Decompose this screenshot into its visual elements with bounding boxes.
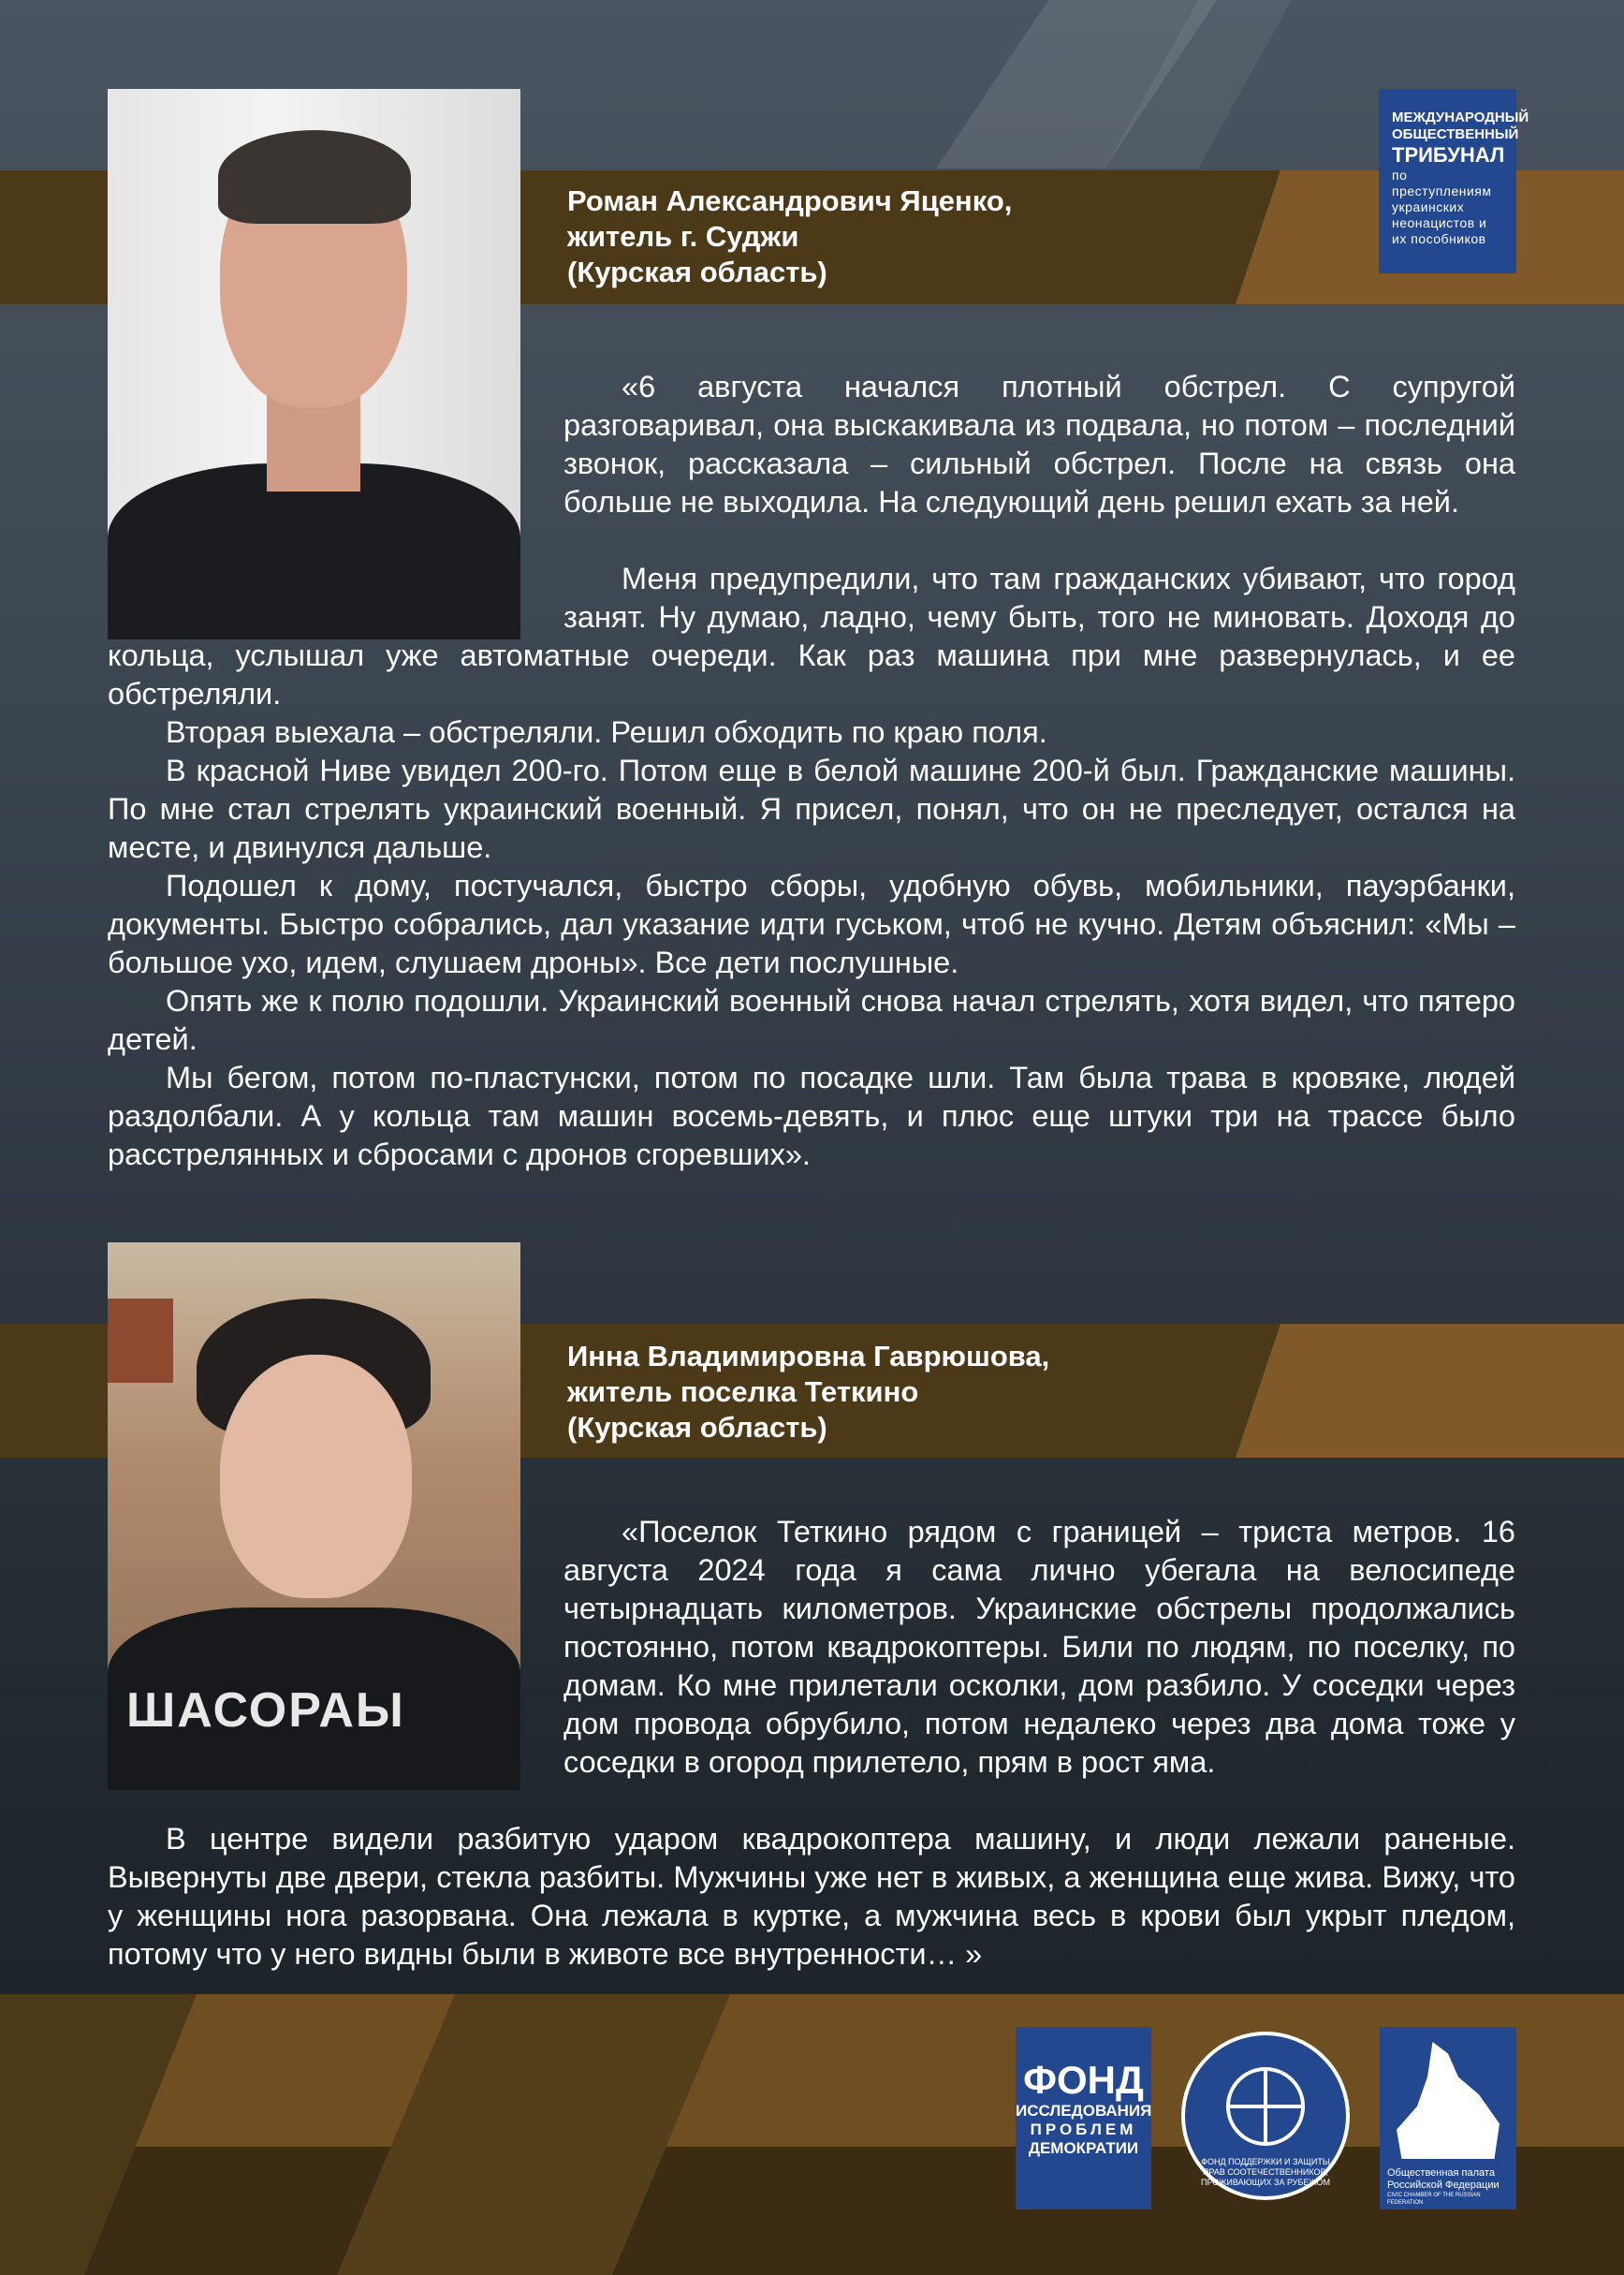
logo-text: их пособников	[1392, 231, 1486, 246]
quote-paragraph: Подошел к дому, постучался, быстро сборы, удобную обувь, мобильники, пауэрбанки, документы. Быстро собрались, дал указание идти гуськом, чтоб не кучно. Детям объяснил: «Мы – большое ухо, идем, слушаем дроны». Все дети послушные.	[108, 869, 1515, 979]
quote-paragraph: Опять же к полю подошли. Украинский военный снова начал стрелять, хотя видел, что пятеро детей.	[108, 984, 1515, 1056]
logo-text: МЕЖДУНАРОДНЫЙ	[1392, 110, 1529, 125]
logo-text: ФОНД	[1023, 2058, 1144, 2102]
logo-text: неонацистов и	[1392, 215, 1487, 230]
logo-text: ОБЩЕСТВЕННЫЙ	[1392, 126, 1519, 142]
name-line: житель г. Суджи	[567, 220, 799, 253]
logo-text: ПРОБЛЕМ	[1030, 2121, 1137, 2138]
name-line: (Курская область)	[567, 1411, 827, 1444]
quote-paragraph: «Поселок Теткино рядом с границей – триста метров. 16 августа 2024 года я сама лично убегала на велосипеде четырнадцать километров. Украинские обстрелы продолжались постоянно, потом квадрокоптеры. Били по людям, по поселку, по домам. Ко мне прилетали осколки, дом разбило. У соседки через дом провода обрубило, потом недалеко через два дома тоже у соседки в огород прилетело, прям в рост яма.	[563, 1515, 1515, 1779]
logo-text: по преступлениям	[1392, 168, 1492, 198]
logo-text: Общественная палата	[1387, 2167, 1495, 2179]
witness1-quote-part2	[108, 560, 1515, 1174]
quote-paragraph: «6 августа начался плотный обстрел. С супругой разговаривал, она выскакивала из подвала, но потом – последний звонок, рассказала – сильный обстрел. После на связь она больше не выходила. На следующий день решил ехать за ней.	[563, 370, 1515, 519]
logo-text: Российской Федерации	[1387, 2180, 1500, 2191]
globe-icon	[1226, 2067, 1305, 2146]
name-line: Роман Александрович Яценко,	[567, 184, 1013, 217]
section-band-accent	[1236, 1324, 1624, 1458]
quote-paragraph: Меня предупредили, что там гражданских убивают, что город занят. Ну думаю, ладно, чему быть, того не миновать. Доходя до кольца, услышал уже автоматные очереди. Как раз машина при мне развернулась, и ее обстреляли.	[108, 562, 1515, 711]
monument-icon	[1397, 2042, 1500, 2159]
witness2-quote-part1	[563, 1513, 1515, 1782]
logo-text: украинских	[1392, 199, 1465, 214]
quote-paragraph: Вторая выехала – обстреляли. Решил обходить по краю поля.	[166, 715, 1047, 749]
name-line: (Курская область)	[567, 256, 827, 288]
quote-paragraph: Мы бегом, потом по-пластунски, потом по посадке шли. Там была трава в кровяке, людей раздолбали. А у кольца там машин восемь-девять, и плюс еще штуки три на трассе было расстрелянных и сбросами с дронов сгоревших».	[108, 1061, 1515, 1171]
name-line: житель поселка Теткино	[567, 1375, 919, 1408]
compatriots-fund-logo	[1181, 2032, 1350, 2200]
logo-text: ИССЛЕДОВАНИЯ	[1016, 2102, 1152, 2120]
witness1-photo	[108, 89, 520, 639]
name-line: Инна Владимировна Гаврюшова,	[567, 1340, 1050, 1372]
logo-caption	[1387, 2167, 1511, 2207]
witness1-quote-part1	[563, 368, 1515, 521]
civic-chamber-logo	[1380, 2027, 1516, 2209]
quote-paragraph: В красной Ниве увидел 200-го. Потом еще в белой машине 200-й был. Гражданские машины. По мне стал стрелять украинский военный. Я присел, понял, что он не преследует, остался на месте, и двинулся дальше.	[108, 754, 1515, 864]
witness2-quote-part2	[108, 1820, 1515, 1974]
shirt-print: ШАСОРАЫ	[126, 1683, 405, 1738]
witness2-name	[567, 1339, 1222, 1446]
logo-text: CIVIC CHAMBER OF THE RUSSIAN FEDERATION	[1387, 2193, 1481, 2206]
witness2-photo	[108, 1242, 520, 1790]
logo-text: ТРИБУНАЛ	[1392, 143, 1505, 167]
float-spacer	[108, 560, 563, 637]
logo-text: ФОНД ПОДДЕРЖКИ И ЗАЩИТЫ ПРАВ СООТЕЧЕСТВЕННИКОВ, ПРОЖИВАЮЩИХ ЗА РУБЕЖОМ	[1200, 2157, 1331, 2187]
quote-paragraph: В центре видели разбитую ударом квадрокоптера машину, и люди лежали раненые. Вывернуты две двери, стекла разбиты. Мужчины уже нет в живых, а женщина еще жива. Вижу, что у женщины нога разорвана. Она лежала в куртке, а мужчина весь в крови был укрыт пледом, потому что у него видны были в животе все внутренности… »	[108, 1822, 1515, 1971]
logo-text: ДЕМОКРАТИИ	[1028, 2139, 1139, 2157]
witness1-name	[567, 183, 1222, 290]
fond-logo	[1016, 2027, 1151, 2209]
tribunal-logo	[1379, 89, 1529, 273]
